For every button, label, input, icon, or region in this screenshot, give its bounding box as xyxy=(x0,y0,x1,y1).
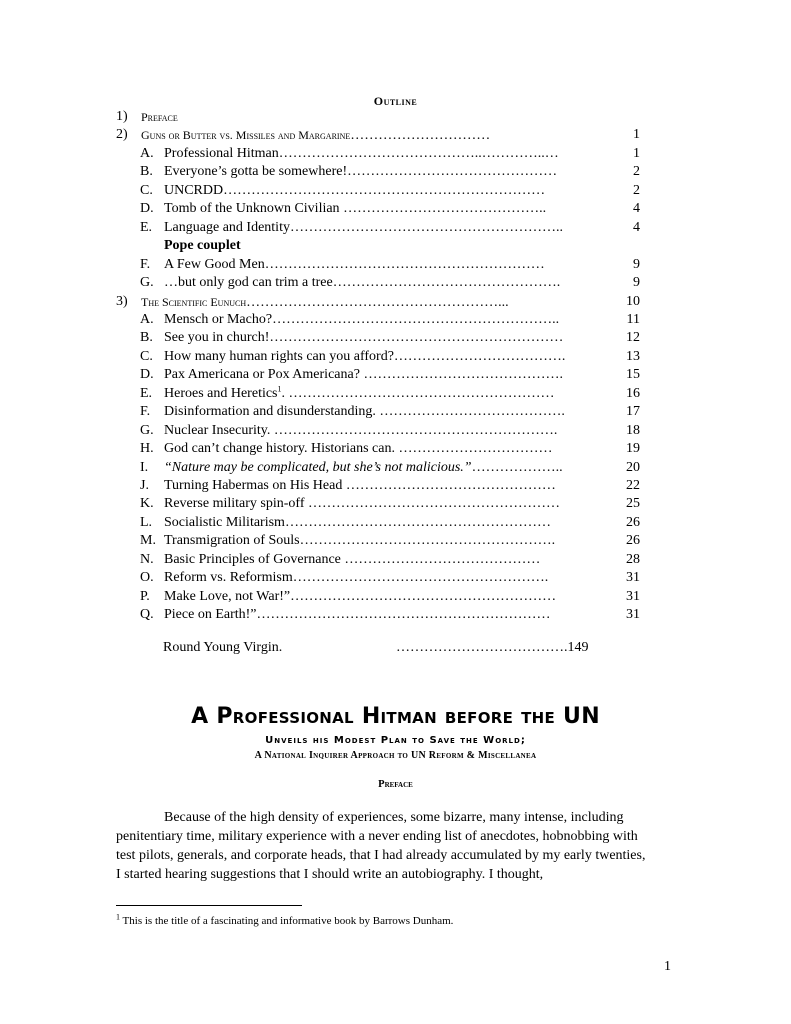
toc-entry-leader: …………………………………………. xyxy=(332,275,561,291)
toc-entry-label: Language and Identity xyxy=(164,219,290,235)
toc-entry-leader: ………………………………………………... xyxy=(246,294,509,310)
toc-entry-leader: ………………………………………………. xyxy=(299,533,556,549)
toc-entry-leader: ………………………………………………….. xyxy=(289,219,563,235)
toc-entry-page: 20 xyxy=(626,459,640,475)
toc-entry-leader: ……………………………………… xyxy=(345,478,556,493)
toc-entry-label: The Scientific Eunuch xyxy=(141,294,247,309)
toc-entry-label: Reform vs. Reformism xyxy=(164,570,293,586)
toc-entry-label: …but only god can trim a tree xyxy=(164,275,333,291)
toc-entry xyxy=(140,145,640,163)
toc-entry-number: D. xyxy=(140,201,154,217)
toc-entry-number: J. xyxy=(140,478,149,493)
toc-entry-page: 31 xyxy=(626,607,640,623)
toc-entry-number: C. xyxy=(140,182,153,198)
toc-entry xyxy=(140,237,640,255)
toc-entry-leader: ……………………………………..…………..… xyxy=(278,145,559,161)
toc-entry-number: F. xyxy=(140,404,151,420)
toc-entry-page: 26 xyxy=(626,533,640,549)
extra-entry-label: Round Young Virgin. xyxy=(163,640,283,655)
toc-entry-leader: ………………………………………………. xyxy=(292,570,549,586)
toc-entry-page: 22 xyxy=(626,478,640,493)
toc-entry-label: Turning Habermas on His Head xyxy=(164,478,346,493)
toc-entry-number: B. xyxy=(140,164,153,180)
toc-entry-page: 18 xyxy=(626,422,640,438)
toc-entry xyxy=(140,385,640,403)
toc-entry-leader: ………………………………………………… xyxy=(290,588,557,604)
toc-entry-text xyxy=(141,108,604,127)
toc-entry-number: N. xyxy=(140,551,154,567)
toc-entry-leader: …………………………………………………………… xyxy=(223,182,546,198)
toc-entry-text xyxy=(164,569,604,587)
toc-entry-number: B. xyxy=(140,330,153,346)
toc-entry-label: Pax Americana or Pox Americana? xyxy=(164,367,364,383)
toc-entry xyxy=(140,588,640,606)
footnote-divider xyxy=(116,905,302,906)
paragraph-text: Because of the high density of experiences, some bizarre, many intense, including penitentiary time, military experience with a never ending list of anecdotes, hobnobbing with test pilots, generals, and corporate heads, that I had already accumulated by my early twenties, I started hearing suggestions that I should write an autobiography. I thought, xyxy=(116,810,646,882)
toc-entry-label: Preface xyxy=(141,110,178,124)
toc-entry-label: Reverse military spin-off xyxy=(164,496,308,512)
toc-entry-leader: ……………………………………………………. xyxy=(273,422,558,438)
toc-entry-label: Piece on Earth!” xyxy=(164,607,257,623)
toc-entry-page: 2 xyxy=(633,182,640,198)
toc-entry-text xyxy=(164,163,604,181)
toc-entry-number: 2) xyxy=(116,127,128,143)
footnote-mark: 1 xyxy=(116,912,120,922)
toc-entry-label: Heroes and Heretics xyxy=(164,385,278,401)
toc-entry-number: E. xyxy=(140,219,153,235)
toc-entry xyxy=(140,200,640,218)
toc-entry xyxy=(140,514,640,532)
toc-entry xyxy=(140,422,640,440)
main-title: A Professional Hitman before the UN xyxy=(191,704,600,729)
toc-entry-number: 3) xyxy=(116,293,128,309)
toc-entry-text xyxy=(164,588,604,606)
toc-entry-text xyxy=(141,293,604,312)
page-number: 1 xyxy=(664,959,671,974)
toc-entry-leader: …………………………………. xyxy=(379,404,565,420)
toc-entry-label: Basic Principles of Governance xyxy=(164,551,345,567)
toc-entry xyxy=(140,366,640,384)
toc-entry-label: Everyone’s gotta be somewhere! xyxy=(164,164,348,180)
toc-entry-page: 9 xyxy=(633,256,640,272)
toc-entry-page: 16 xyxy=(626,385,640,401)
toc-entry-text xyxy=(164,200,604,218)
toc-entry-text xyxy=(141,126,604,145)
toc-entry-text xyxy=(164,311,604,329)
toc-entry-text xyxy=(164,182,604,200)
toc-entry-number: D. xyxy=(140,367,154,383)
toc-entry-text xyxy=(164,329,604,347)
toc-entry-leader: ……………………………………………………… xyxy=(256,607,551,623)
toc-entry-label: Tomb of the Unknown Civilian xyxy=(164,201,344,217)
toc-entry xyxy=(140,329,640,347)
toc-entry-text xyxy=(164,237,604,255)
toc-entry-text xyxy=(164,606,604,624)
toc-entry-text xyxy=(164,459,604,477)
toc-entry-number: I. xyxy=(140,459,149,475)
toc-entry-page: 17 xyxy=(626,404,640,420)
toc-entry xyxy=(140,495,640,513)
toc-entry-leader: …………………………… xyxy=(398,441,553,457)
toc-entry-label: Make Love, not War!” xyxy=(164,588,291,604)
toc-entry-number: Q. xyxy=(140,607,154,623)
toc-entry-leader: …………………………………………………… xyxy=(264,256,545,272)
toc-entry-label: A Few Good Men xyxy=(164,256,265,272)
extra-entry-dots: ……………………………….149 xyxy=(396,640,589,655)
toc-entry-text xyxy=(164,145,604,163)
toc-entry xyxy=(140,219,640,237)
toc-entry-label: Transmigration of Souls xyxy=(164,533,300,549)
toc-entry-text xyxy=(164,477,604,495)
extra-entry-page: 149 xyxy=(567,640,589,655)
toc-entry-text xyxy=(164,385,604,403)
toc-entry-number: 1) xyxy=(116,109,128,124)
toc-entry-text xyxy=(164,219,604,237)
toc-entry-text xyxy=(164,256,604,274)
toc-entry-number: E. xyxy=(140,385,153,401)
toc-entry-label: Guns or Butter vs. Missiles and Margarine xyxy=(141,128,351,143)
toc-entry-text xyxy=(164,403,604,421)
toc-entry-page: 15 xyxy=(626,367,640,383)
toc-entry xyxy=(140,440,640,458)
toc-entry-page: 2 xyxy=(633,164,640,180)
toc-entry-leader: ………………………………………………… xyxy=(284,514,551,530)
toc-entry xyxy=(116,293,640,311)
toc-entry-page: 31 xyxy=(626,588,640,604)
toc-entry-leader: …………………………………… xyxy=(344,551,541,567)
footnote xyxy=(116,912,454,927)
toc-entry-text xyxy=(164,440,604,458)
toc-entry-text xyxy=(164,348,604,366)
toc-entry-leader: ……………………………………………… xyxy=(308,496,560,512)
body-paragraph xyxy=(116,808,646,884)
toc-entry xyxy=(116,126,640,144)
toc-entry xyxy=(140,274,640,292)
toc-entry-text xyxy=(164,551,604,569)
toc-entry xyxy=(140,163,640,181)
toc-entry-label: “Nature may be complicated, but she’s not malicious.” xyxy=(164,459,472,475)
toc-entry-label: Professional Hitman xyxy=(164,145,279,161)
toc-entry-label: Socialistic Militarism xyxy=(164,514,285,530)
toc-entry-number: K. xyxy=(140,496,154,512)
toc-entry-page: 4 xyxy=(633,219,640,235)
toc-entry-label: How many human rights can you afford? xyxy=(164,348,394,364)
preface-heading: Preface xyxy=(378,779,413,790)
toc-entry-number: L. xyxy=(140,514,153,530)
toc-entry-number: G. xyxy=(140,422,154,438)
toc-entry-number: C. xyxy=(140,348,153,364)
toc-entry-page: 10 xyxy=(626,293,640,309)
subtitle-secondary: A National Inquirer Approach to UN Reform & Miscellanea xyxy=(254,750,537,761)
toc-entry-page: 9 xyxy=(633,275,640,291)
toc-entry-leader: ……………………………………… xyxy=(347,164,558,180)
toc-entry-leader: . ………………………………………………… xyxy=(281,385,555,401)
toc-entry-label: God can’t change history. Historians can. xyxy=(164,441,399,457)
toc-entry-label: Nuclear Insecurity. xyxy=(164,422,274,438)
toc-entry-label: Pope couplet xyxy=(164,238,241,254)
toc-entry-number: A. xyxy=(140,311,154,327)
toc-entry-page: 19 xyxy=(626,441,640,457)
toc-entry xyxy=(140,551,640,569)
toc-entry-text xyxy=(164,532,604,550)
toc-entry-text xyxy=(164,422,604,440)
outline-title: Outline xyxy=(373,94,418,108)
toc-entry-text xyxy=(164,495,604,513)
toc-entry-number: G. xyxy=(140,275,154,291)
toc-entry xyxy=(140,403,640,421)
toc-entry-label: See you in church! xyxy=(164,330,270,346)
toc-entry-leader: ……………………………………………………… xyxy=(269,330,564,346)
toc-entry-number: P. xyxy=(140,588,150,604)
toc-entry xyxy=(140,348,640,366)
toc-entry-number: F. xyxy=(140,256,151,272)
toc-entry xyxy=(116,108,640,126)
toc-entry xyxy=(140,477,640,495)
toc-entry-label: Mensch or Macho? xyxy=(164,311,273,327)
toc-entry xyxy=(140,532,640,550)
subtitle: Unveils his Modest Plan to Save the World; xyxy=(265,735,526,746)
toc-entry-number: M. xyxy=(140,533,156,549)
toc-entry-page: 28 xyxy=(626,551,640,567)
toc-entry xyxy=(140,459,640,477)
toc-entry-page: 4 xyxy=(633,201,640,217)
toc-entry-page: 12 xyxy=(626,330,640,346)
toc-entry-number: A. xyxy=(140,145,154,161)
toc-entry xyxy=(140,606,640,624)
toc-entry-leader: ………………………… xyxy=(350,128,491,144)
toc-entry-leader: ……………………………………. xyxy=(363,367,563,383)
toc-entry-page: 1 xyxy=(633,127,640,143)
toc-entry-page: 11 xyxy=(626,311,640,327)
toc-entry-leader: ……………….. xyxy=(471,459,563,475)
toc-entry-leader: …………………………………….. xyxy=(343,201,547,217)
toc-entry-page: 25 xyxy=(626,496,640,512)
toc-entry xyxy=(140,311,640,329)
toc-entry xyxy=(140,182,640,200)
toc-entry-label: UNCRDD xyxy=(164,182,224,198)
toc-entry-label: Disinformation and disunderstanding. xyxy=(164,404,380,420)
toc-entry-leader: …………………………………………………….. xyxy=(272,311,560,327)
footnote-reference: 1 xyxy=(277,384,282,394)
footnote-text: This is the title of a fascinating and informative book by Barrows Dunham. xyxy=(120,915,454,927)
toc-entry-number: O. xyxy=(140,570,154,586)
toc-entry xyxy=(140,569,640,587)
toc-entry-page: 13 xyxy=(626,348,640,364)
toc-entry-text xyxy=(164,514,604,532)
toc-entry-text xyxy=(164,366,604,384)
toc-entry-page: 31 xyxy=(626,570,640,586)
toc-entry-page: 26 xyxy=(626,514,640,530)
toc-entry-page: 1 xyxy=(633,145,640,161)
toc-entry xyxy=(140,256,640,274)
toc-entry-text xyxy=(164,274,604,292)
toc-entry-number: H. xyxy=(140,441,154,457)
toc-entry-leader: ………………………………. xyxy=(393,348,566,364)
